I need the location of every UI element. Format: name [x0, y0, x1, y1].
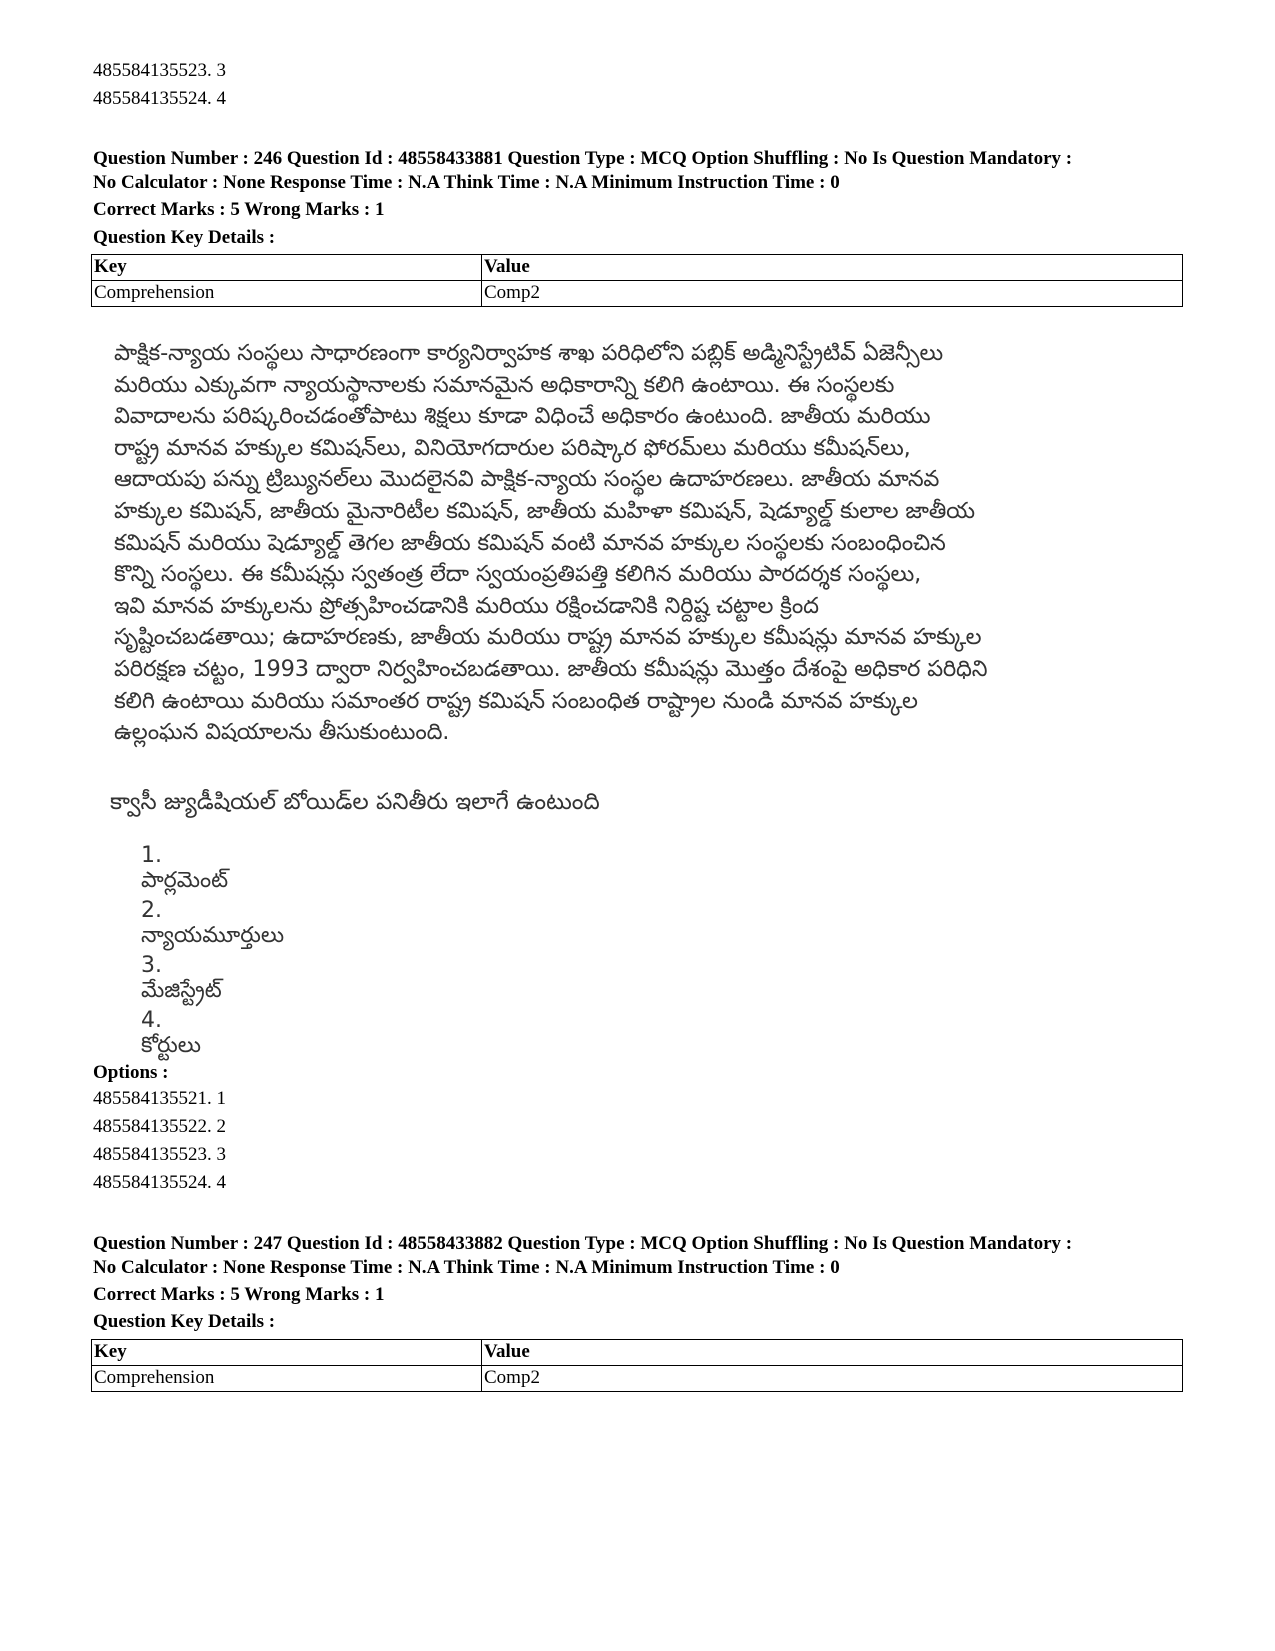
- option-line: 485584135522. 2: [93, 1116, 226, 1137]
- choice-item: 3. మేజిస్ట్రేట్: [141, 953, 222, 1003]
- passage-line: ఆదాయపు పన్ను ట్రిబ్యునల్‌లు మొదలైనవి పాక్షిక-న్యాయ సంస్థల ఉదాహరణలు. జాతీయ మానవ: [114, 466, 940, 493]
- comprehension-passage: [114, 338, 1174, 749]
- passage-line: ఇవి మానవ హక్కులను ప్రోత్సహించడానికి మరియు రక్షించడానికి నిర్దిష్ట చట్టాల క్రింద: [114, 592, 819, 619]
- table-header-key: Key: [92, 1340, 482, 1366]
- passage-line: కమిషన్ మరియు షెడ్యూల్డ్ తెగల జాతీయ కమిషన్ వంటి మానవ హక్కుల సంస్థలకు సంబంధించిన: [114, 529, 946, 556]
- question-247-header: [93, 1232, 1193, 1280]
- options-list: [93, 1085, 226, 1197]
- option-line: 485584135524. 4: [93, 1172, 226, 1193]
- table-row: [92, 1366, 1183, 1392]
- key-details-table: [91, 1339, 1183, 1392]
- choice-item: 4. కోర్టులు: [141, 1008, 201, 1058]
- passage-line: కలిగి ఉంటాయి మరియు సమాంతర రాష్ట్ర కమిషన్ సంబంధిత రాష్ట్రాల నుండి మానవ హక్కుల: [114, 687, 918, 714]
- question-marks: Correct Marks : 5 Wrong Marks : 1: [93, 199, 385, 220]
- passage-line: హక్కుల కమిషన్, జాతీయ మైనారిటీల కమిషన్, జాతీయ మహిళా కమిషన్, షెడ్యూల్డ్ కులాల జాతీయ: [114, 497, 975, 524]
- passage-line: కొన్ని సంస్థలు. ఈ కమీషన్లు స్వతంత్ర లేదా స్వయంప్రతిపత్తి కలిగిన మరియు పారదర్శక సంస్థలు,: [114, 561, 922, 588]
- table-row: [92, 281, 1183, 307]
- table-header-value: Value: [482, 255, 1183, 281]
- question-meta-line2: No Calculator : None Response Time : N.A Think Time : N.A Minimum Instruction Time : 0: [93, 172, 840, 193]
- option-line: 485584135524. 4: [93, 88, 226, 109]
- passage-line: మరియు ఎక్కువగా న్యాయస్థానాలకు సమానమైన అధికారాన్ని కలిగి ఉంటాయి. ఈ సంస్థలకు: [114, 371, 895, 398]
- table-header-value: Value: [482, 1340, 1183, 1366]
- question-marks: Correct Marks : 5 Wrong Marks : 1: [93, 1284, 385, 1305]
- passage-line: వివాదాలను పరిష్కరించడంతోపాటు శిక్షలు కూడా విధించే అధికారం ఉంటుంది. జాతీయ మరియు: [114, 403, 931, 430]
- table-header-key: Key: [92, 255, 482, 281]
- question-246-header: [93, 147, 1193, 195]
- option-line: 485584135521. 1: [93, 1088, 226, 1109]
- question-meta-line1: Question Number : 247 Question Id : 48558433882 Question Type : MCQ Option Shuffling : No Is Question Mandatory :: [93, 1233, 1073, 1254]
- passage-line: ఉల్లంఘన విషయాలను తీసుకుంటుంది.: [114, 719, 450, 746]
- key-details-table: [91, 254, 1183, 307]
- passage-line: పరిరక్షణ చట్టం, 1993 ద్వారా నిర్వహించబడతాయి. జాతీయ కమీషన్లు మొత్తం దేశంపై అధికార పరిధిని: [114, 655, 988, 682]
- passage-line: పాక్షిక-న్యాయ సంస్థలు సాధారణంగా కార్యనిర్వాహక శాఖ పరిధిలోని పబ్లిక్ అడ్మినిస్ట్రేటివ్ ఏజెన్సీలు: [114, 340, 943, 366]
- table-header-row: [92, 255, 1183, 281]
- options-label: Options :: [93, 1062, 169, 1083]
- question-meta-line2: No Calculator : None Response Time : N.A Think Time : N.A Minimum Instruction Time : 0: [93, 1257, 840, 1278]
- prev-options: [93, 57, 226, 113]
- choice-item: 1. పార్లమెంట్: [141, 843, 229, 893]
- question-text: క్వాసీ జ్యుడీషియల్ బోయిడ్‌ల పనితీరు ఇలాగే ఉంటుంది: [110, 789, 600, 815]
- question-meta-line1: Question Number : 246 Question Id : 48558433881 Question Type : MCQ Option Shuffling : No Is Question Mandatory :: [93, 148, 1073, 169]
- table-cell-value: Comp2: [482, 1366, 1183, 1392]
- passage-line: సృష్టించబడతాయి; ఉదాహరణకు, జాతీయ మరియు రాష్ట్ర మానవ హక్కుల కమీషన్లు మానవ హక్కుల: [114, 624, 982, 651]
- option-line: 485584135523. 3: [93, 1144, 226, 1165]
- passage-line: రాష్ట్ర మానవ హక్కుల కమిషన్‌లు, వినియోగదారుల పరిష్కార ఫోరమ్‌లు మరియు కమీషన్‌లు,: [114, 434, 911, 461]
- table-cell-value: Comp2: [482, 281, 1183, 307]
- table-cell-key: Comprehension: [92, 281, 482, 307]
- key-details-label: Question Key Details :: [93, 227, 276, 248]
- table-cell-key: Comprehension: [92, 1366, 482, 1392]
- option-line: 485584135523. 3: [93, 60, 226, 81]
- table-header-row: [92, 1340, 1183, 1366]
- key-details-label: Question Key Details :: [93, 1311, 276, 1332]
- choice-item: 2. న్యాయమూర్తులు: [141, 898, 285, 948]
